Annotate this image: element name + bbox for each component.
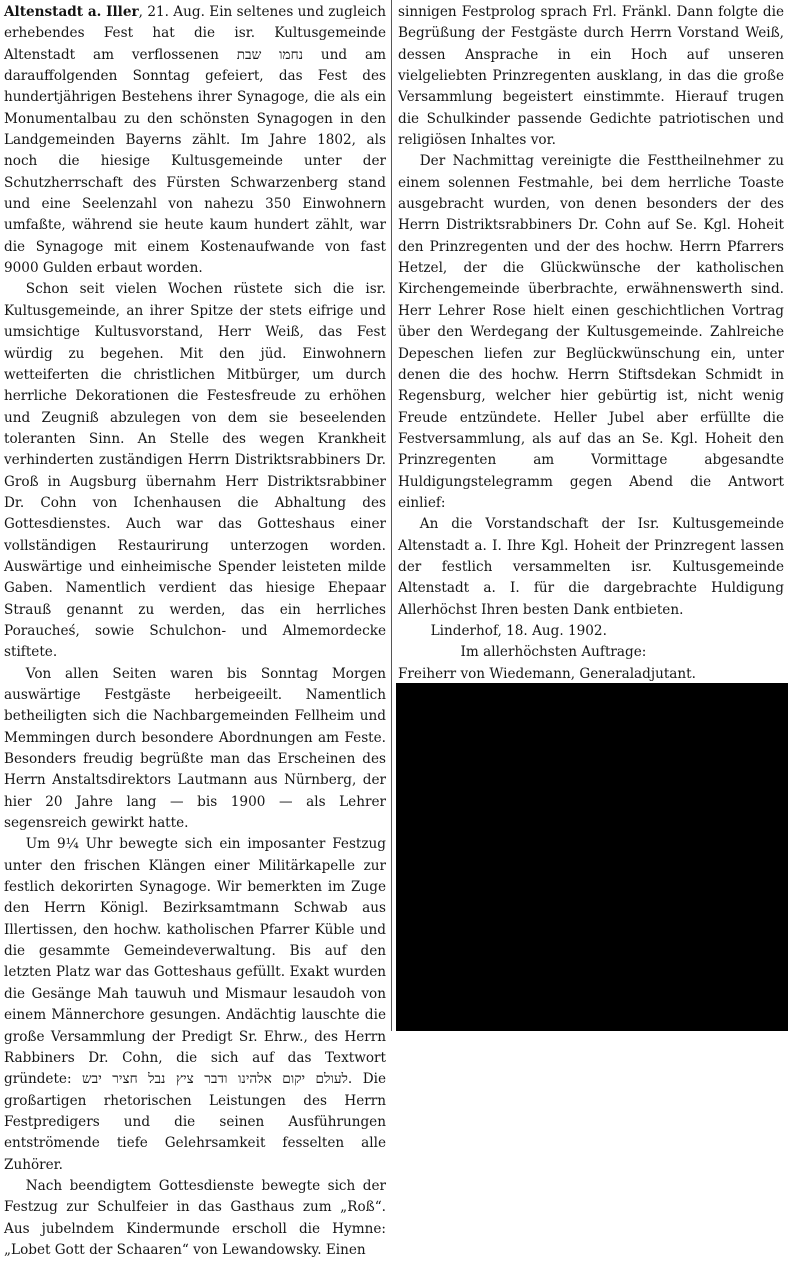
- article-paragraph: Von allen Seiten waren bis Sonntag Morgen auswärtige Festgäste herbeigeeilt. Namentlich betheiligten sich die Nachbargemeinden Fellheim und Memmingen durch besondere Abordnungen am Feste. Besonders freudig begrüßte man das Erscheinen des Herrn Anstaltsdirektors Lautmann aus Nürnberg, der hier 20 Jahre lang — bis 1900 — als Lehrer segensreich gewirkt hatte.: [4, 665, 386, 832]
- article-paragraph: Nach beendigtem Gottesdienste bewegte sich der Festzug zur Schulfeier in das Gasthaus zum „Roß“. Aus jubelndem Kindermunde erscholl die Hymne: „Lobet Gott der Schaaren“ von Lewandowsky. Einen: [4, 1177, 386, 1258]
- article-column-left: [4, 2, 386, 1261]
- telegram-date: Linderhof, 18. Aug. 1902.: [430, 622, 607, 639]
- article-paragraph: [4, 2, 386, 279]
- telegram-signature: Freiherr von Wiedemann, Generaladjutant.: [398, 665, 696, 682]
- article-paragraph: Schon seit vielen Wochen rüstete sich die isr. Kultusgemeinde, an ihrer Spitze der stets eifrige und umsichtige Kultusvorstand, Herr Weiß, das Fest würdig zu begehen. Mit den jüd. Einwohnern wetteiferten die christlichen Mitbürger, um durch herrliche Dekorationen die Festesfreude zu erhöhen und Zeugniß abzulegen von dem sie beseelenden toleranten Sinn. An Stelle des wegen Krankheit verhinderten zuständigen Herrn Distriktsrabbiners Dr. Groß in Augsburg übernahm Herr Distriktsrabbiner Dr. Cohn von Ichenhausen die Abhaltung des Gottesdienstes. Auch war das Gotteshaus einer vollständigen Restaurirung unterzogen worden. Auswärtige und einheimische Spender leisteten milde Gaben. Namentlich verdient das hiesige Ehepaar Strauß genannt zu werden, das ein herrliches Poraucheś, sowie Schulchon- und Almemordecke stiftete.: [4, 281, 386, 661]
- article-column-right: [398, 2, 784, 749]
- paragraph-text: , 21. Aug. Ein seltenes und zugleich erhebendes Fest hat die isr. Kultusgemeinde Altenstadt am verflossenen נחמו שבת und am darauffolgenden Sonntag gefeiert, das Fest des hundertjährigen Bestehens ihrer Synagoge, die als ein Monumentalbau zu den schönsten Synagogen in den Landgemeinden Bayerns zählt. Im Jahre 1802, als noch die hiesige Kultusgemeinde unter der Schutzherrschaft des Fürsten Schwarzenberg stand und eine Seelenzahl von nahezu 350 Einwohnern umfaßte, während sie heute kaum hundert zählt, war die Synagoge mit einem Kostenaufwande von fast 9000 Gulden erbaut worden.: [4, 4, 386, 277]
- article-paragraph: Der Nachmittag vereinigte die Festtheilnehmer zu einem solennen Festmahle, bei dem herrliche Toaste ausgebracht wurden, von denen besonders der des Herrn Distriktsrabbiners Dr. Cohn auf Se. Kgl. Hoheit den Prinzregenten und der des hochw. Herrn Pfarrers Hetzel, der die Glückwünsche der katholischen Kirchengemeinde überbrachte, erwähnenswerth sind. Herr Lehrer Rose hielt einen geschichtlichen Vortrag über den Werdegang der Kultusgemeinde. Zahlreiche Depeschen liefen zur Beglückwünschung ein, unter denen die des hochw. Herrn Stiftsdekan Schmidt in Regensburg, welcher hier gebürtig ist, nicht wenig Freude entzündete. Heller Jubel aber erfüllte die Festversammlung, als auf das an Se. Kgl. Hoheit den Prinzregenten am Vormittage abgesandte Huldigungstelegramm gegen Abend die Antwort einlief:: [398, 153, 784, 511]
- article-paragraph: Um 9¼ Uhr bewegte sich ein imposanter Festzug unter den frischen Klängen einer Militärkapelle zur festlich dekorirten Synagoge. Wir bemerkten im Zuge den Herrn Königl. Bezirksamtmann Schwab aus Illertissen, den hochw. katholischen Pfarrer Küble und die gesammte Gemeindeverwaltung. Bis auf den letzten Platz war das Gotteshaus gefüllt. Exakt wurden die Gesänge Mah tauwuh und Mismaur lesaudoh von einem Männerchore gesungen. Andächtig lauschte die große Versammlung der Predigt Sr. Ehrw., des Herrn Rabbiners Dr. Cohn, die sich auf das Textwort gründete: לעולם יקום אלהינו ודבר ציץ נבל חציר יבש. Die großartigen rhetorischen Leistungen des Herrn Festpredigers und die seinen Ausführungen entströmende tiefe Gelehrsamkeit fesselten alle Zuhörer.: [4, 836, 386, 1173]
- telegram-authority: Im allerhöchsten Auftrage:: [460, 644, 647, 661]
- telegram-text: An die Vorstandschaft der Isr. Kultusgemeinde Altenstadt a. I. Ihre Kgl. Hoheit der Prinzregent lassen der festlich versammelten isr. Kultusgemeinde Altenstadt a. I. für die dargebrachte Huldigung Allerhöchst Ihren besten Dank entbieten.: [398, 516, 784, 618]
- dateline-place: Altenstadt a. Iller: [4, 4, 139, 20]
- redacted-area: [396, 683, 788, 1031]
- column-divider: [391, 0, 392, 1031]
- article-paragraph: sinnigen Festprolog sprach Frl. Fränkl. Dann folgte die Begrüßung der Festgäste durch Herrn Vorstand Weiß, dessen Ansprache in ein Hoch auf unseren vielgeliebten Prinzregenten ausklang, in das die große Versammlung begeistert einstimmte. Hierauf trugen die Schulkinder passende Gedichte patriotischen und religiösen Inhaltes vor.: [398, 4, 784, 149]
